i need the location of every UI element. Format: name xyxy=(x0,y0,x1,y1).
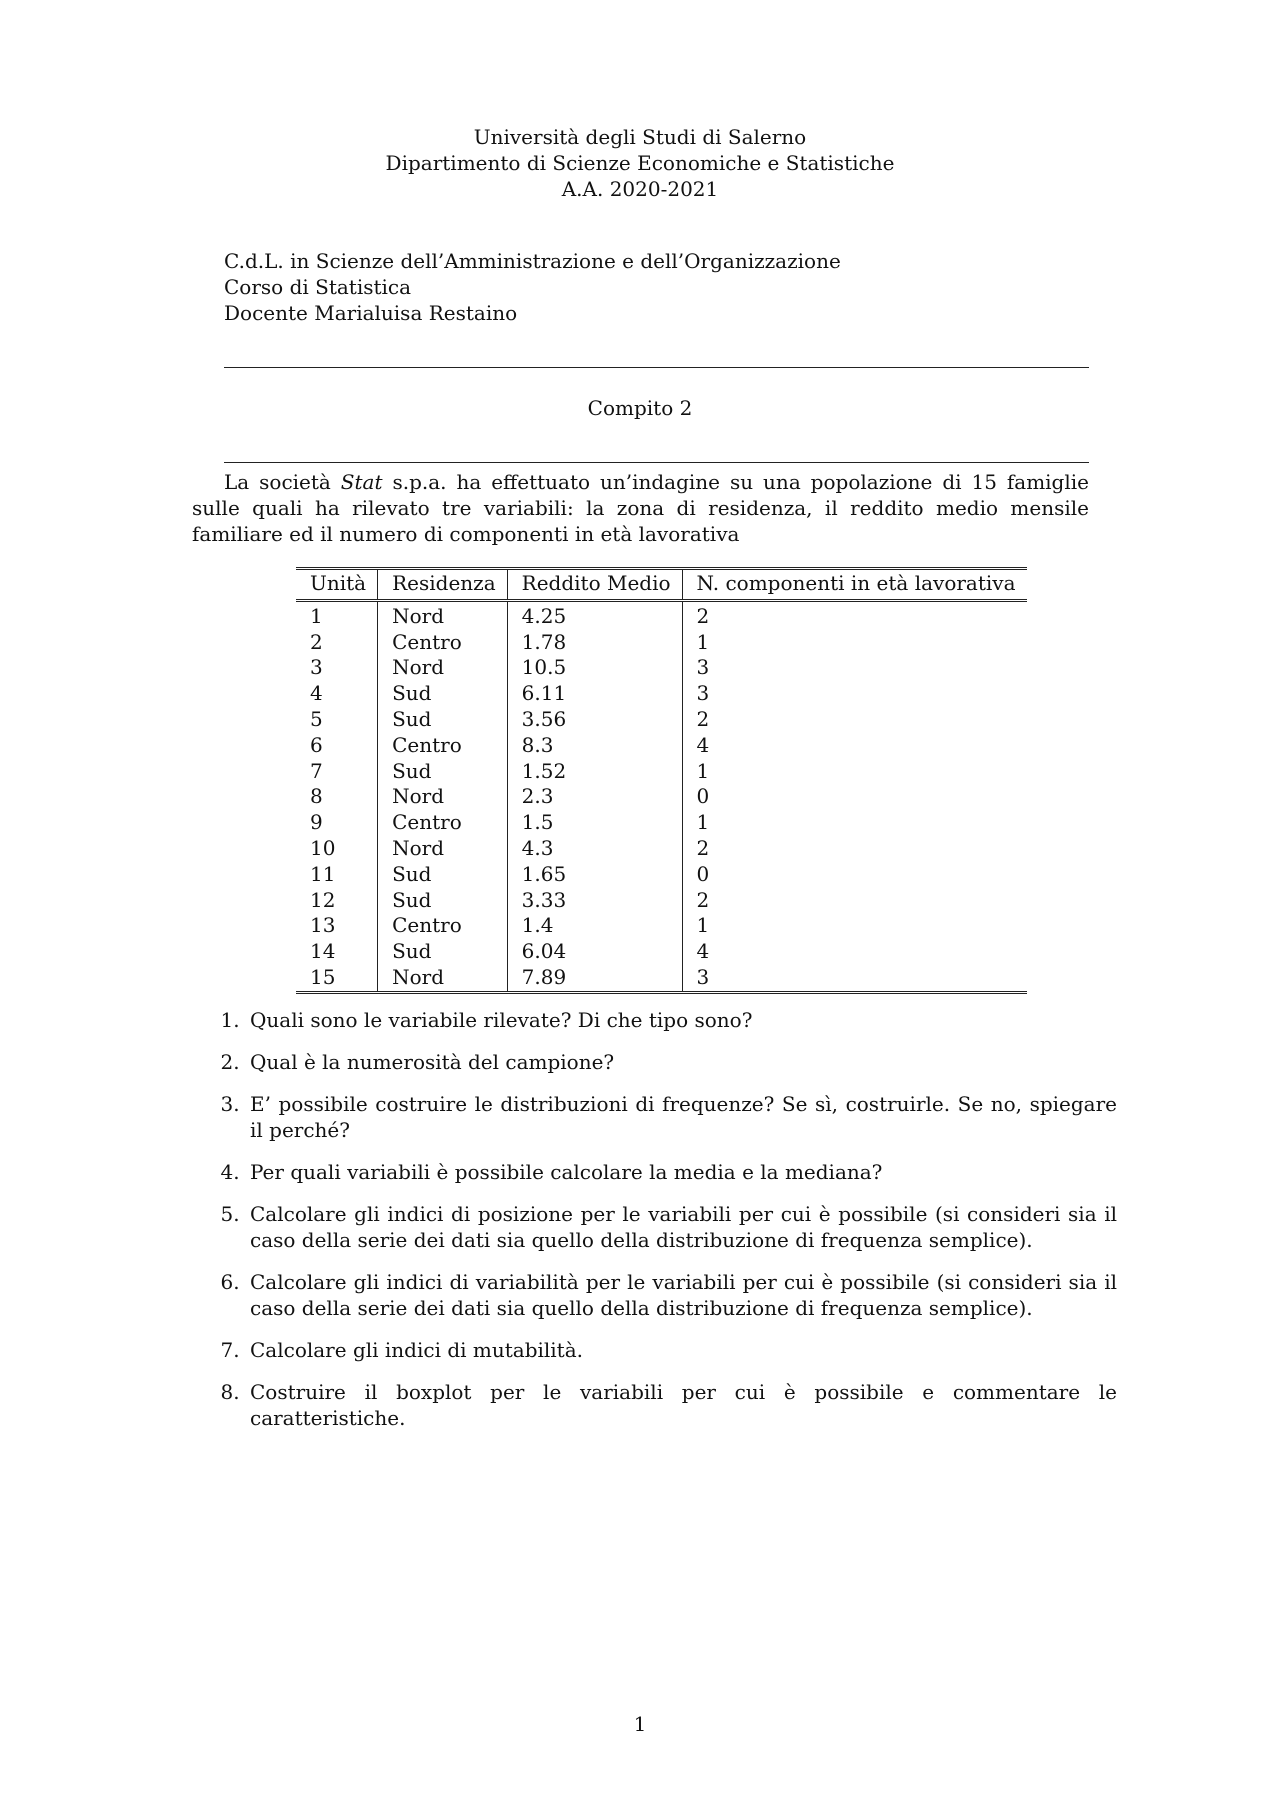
table-row xyxy=(296,600,1027,629)
cell-workers: 3 xyxy=(696,681,710,706)
cell-income: 10.5 xyxy=(507,655,682,681)
table-row xyxy=(296,733,1027,759)
cell-residence: Nord xyxy=(378,784,508,810)
cell-income: 6.04 xyxy=(507,939,682,965)
cell-workers: 4 xyxy=(696,732,710,757)
table-row xyxy=(296,630,1027,656)
intro-paragraph xyxy=(192,469,1089,547)
cell-unit: 9 xyxy=(296,810,378,836)
cell-income: 4.25 xyxy=(507,600,682,629)
cell-unit: 15 xyxy=(296,965,378,992)
cell-income: 1.4 xyxy=(507,913,682,939)
table-row xyxy=(296,836,1027,862)
cell-residence: Nord xyxy=(378,655,508,681)
cell-residence: Centro xyxy=(378,733,508,759)
teacher-name: Docente Marialuisa Restaino xyxy=(224,301,518,325)
cell-income: 3.56 xyxy=(507,707,682,733)
cell-unit: 5 xyxy=(296,707,378,733)
cell-residence: Centro xyxy=(378,810,508,836)
cell-income: 8.3 xyxy=(507,733,682,759)
table-row xyxy=(296,655,1027,681)
table-row xyxy=(296,707,1027,733)
cell-residence: Sud xyxy=(378,681,508,707)
cell-unit: 3 xyxy=(296,655,378,681)
question-item: 4. Per quali variabili è possibile calcolare la media e la mediana? xyxy=(246,1159,1117,1185)
cell-income: 3.33 xyxy=(507,888,682,914)
cell-unit: 2 xyxy=(296,630,378,656)
university-name: Università degli Studi di Salerno xyxy=(473,125,807,149)
cell-workers: 0 xyxy=(696,861,710,886)
cell-workers: 1 xyxy=(696,629,710,654)
cell-workers: 3 xyxy=(696,655,710,680)
cell-unit: 10 xyxy=(296,836,378,862)
course-name: Corso di Statistica xyxy=(224,275,412,299)
question-item: 8. Costruire il boxplot per le variabili per cui è possibile e commentare le caratteristiche. xyxy=(246,1379,1117,1431)
question-item: 1. Quali sono le variabile rilevate? Di che tipo sono? xyxy=(246,1007,1117,1033)
table-body xyxy=(296,600,1027,992)
page-number: 1 xyxy=(633,1712,647,1736)
cell-residence: Sud xyxy=(378,759,508,785)
cell-unit: 13 xyxy=(296,913,378,939)
page-title: Compito 2 xyxy=(587,396,693,420)
cell-income: 1.65 xyxy=(507,862,682,888)
cell-unit: 4 xyxy=(296,681,378,707)
table-row xyxy=(296,810,1027,836)
intro-text-start: La società xyxy=(224,470,341,494)
cell-income: 6.11 xyxy=(507,681,682,707)
column-header-income: Reddito Medio xyxy=(507,569,682,601)
cell-unit: 11 xyxy=(296,862,378,888)
table-row xyxy=(296,862,1027,888)
cell-residence: Centro xyxy=(378,913,508,939)
top-divider xyxy=(224,367,1089,368)
cell-unit: 7 xyxy=(296,759,378,785)
cell-residence: Sud xyxy=(378,939,508,965)
column-header-workers: N. componenti in età lavorativa xyxy=(696,571,1016,595)
intro-text-rest: s.p.a. ha effettuato un’indagine su una popolazione di 15 famiglie sulle quali ha rilevato tre variabili: la zona di residenza, il reddito medio mensile familiare ed il numero di componenti in età lavorativa xyxy=(192,470,1089,546)
cell-income: 1.52 xyxy=(507,759,682,785)
document-header xyxy=(0,124,1280,202)
bottom-divider xyxy=(224,462,1089,463)
data-table xyxy=(296,567,1027,994)
table-row xyxy=(296,965,1027,992)
question-item: 2. Qual è la numerosità del campione? xyxy=(246,1049,1117,1075)
cell-income: 1.78 xyxy=(507,630,682,656)
cell-residence: Sud xyxy=(378,862,508,888)
cell-residence: Centro xyxy=(378,630,508,656)
table-row xyxy=(296,759,1027,785)
company-name: Stat xyxy=(340,470,383,494)
degree-name: C.d.L. in Scienze dell’Amministrazione e dell’Organizzazione xyxy=(224,249,841,273)
cell-workers: 1 xyxy=(696,810,710,835)
cell-unit: 12 xyxy=(296,888,378,914)
question-item: 3. E’ possibile costruire le distribuzioni di frequenze? Se sì, costruirle. Se no, spiegare il perché? xyxy=(246,1091,1117,1143)
cell-workers: 1 xyxy=(696,913,710,938)
cell-unit: 8 xyxy=(296,784,378,810)
cell-workers: 2 xyxy=(696,706,710,731)
cell-residence: Sud xyxy=(378,707,508,733)
cell-workers: 4 xyxy=(696,939,710,964)
table-row xyxy=(296,913,1027,939)
cell-income: 7.89 xyxy=(507,965,682,992)
table-header-row xyxy=(296,569,1027,601)
cell-workers: 0 xyxy=(696,784,710,809)
course-info xyxy=(224,248,841,326)
cell-unit: 14 xyxy=(296,939,378,965)
cell-income: 2.3 xyxy=(507,784,682,810)
table-row xyxy=(296,681,1027,707)
questions-list xyxy=(218,1007,1117,1447)
question-item: 7. Calcolare gli indici di mutabilità. xyxy=(246,1337,1117,1363)
table-row xyxy=(296,888,1027,914)
cell-income: 1.5 xyxy=(507,810,682,836)
academic-year: A.A. 2020-2021 xyxy=(561,177,719,201)
cell-workers: 1 xyxy=(696,758,710,783)
cell-unit: 6 xyxy=(296,733,378,759)
cell-residence: Sud xyxy=(378,888,508,914)
cell-workers: 2 xyxy=(696,835,710,860)
cell-unit: 1 xyxy=(296,600,378,629)
cell-workers: 2 xyxy=(696,887,710,912)
question-item: 5. Calcolare gli indici di posizione per le variabili per cui è possibile (si consideri sia il caso della serie dei dati sia quello della distribuzione di frequenza semplice). xyxy=(246,1201,1117,1253)
cell-residence: Nord xyxy=(378,836,508,862)
cell-workers: 2 xyxy=(696,603,710,628)
cell-workers: 3 xyxy=(696,964,710,989)
department-name: Dipartimento di Scienze Economiche e Statistiche xyxy=(385,151,895,175)
cell-residence: Nord xyxy=(378,600,508,629)
question-item: 6. Calcolare gli indici di variabilità per le variabili per cui è possibile (si consideri sia il caso della serie dei dati sia quello della distribuzione di frequenza semplice). xyxy=(246,1269,1117,1321)
column-header-unit: Unità xyxy=(296,569,378,601)
cell-residence: Nord xyxy=(378,965,508,992)
table-row xyxy=(296,784,1027,810)
table-row xyxy=(296,939,1027,965)
cell-income: 4.3 xyxy=(507,836,682,862)
column-header-residence: Residenza xyxy=(378,569,508,601)
